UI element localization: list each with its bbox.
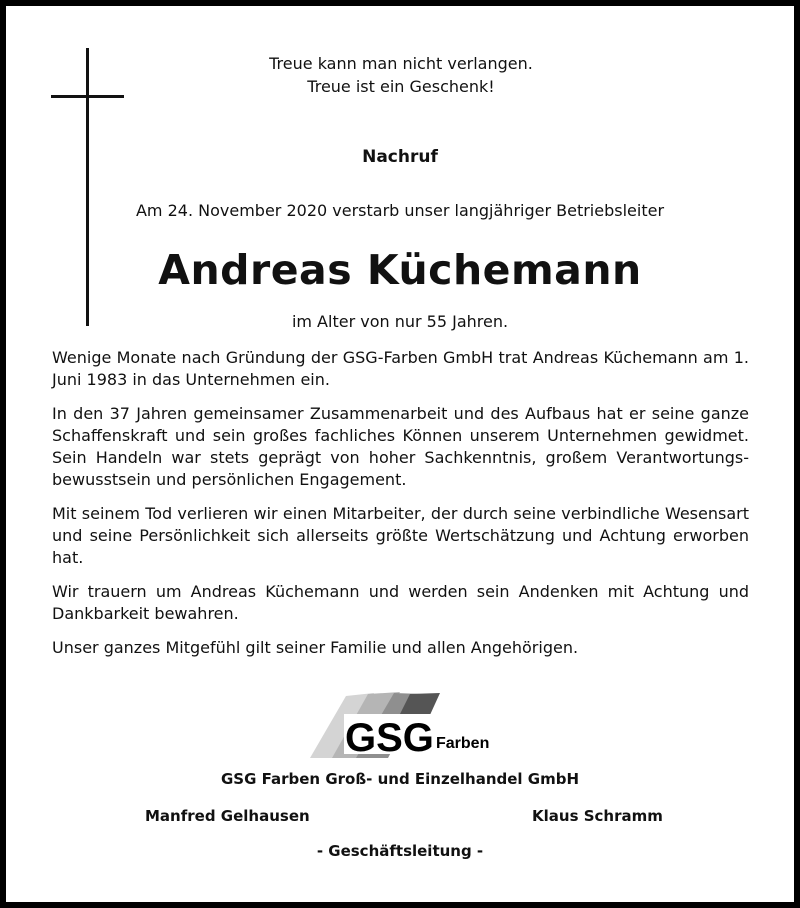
intro-line: Am 24. November 2020 verstarb unser langjähriger Betriebsleiter [135, 201, 665, 220]
company-name: GSG Farben Groß- und Einzelhandel GmbH [220, 770, 579, 788]
logo-brand: GSG [345, 716, 434, 760]
motto-line-1: Treue kann man nicht verlangen. [269, 54, 533, 73]
deceased-name: Andreas Küchemann [158, 246, 642, 294]
paragraph-5: Unser ganzes Mitgefühl gilt seiner Familie und allen Angehörigen. [52, 638, 579, 657]
motto-line-2: Treue ist ein Geschenk! [307, 77, 495, 96]
paragraph-2: In den 37 Jahren gemeinsamer Zusammenarbeit und des Aufbaus hat er seine ganze Schaffenskraft und sein großes fachliches Können unserem Unternehmen gewidmet. Sein Handeln war stets geprägt von hoher Sachkenntnis, großem Verantwortungsbewusstsein und persönlichen Engagement. [52, 404, 749, 489]
heading: Nachruf [362, 147, 438, 167]
logo-suffix: Farben [436, 735, 490, 752]
gsg-logo [310, 690, 495, 760]
paragraph-3: Mit seinem Tod verlieren wir einen Mitarbeiter, der durch seine verbindliche Wesensart und seine Persönlichkeit sich allerseits größte Wertschätzung und Achtung erworben hat. [52, 504, 749, 567]
age-line: im Alter von nur 55 Jahren. [291, 312, 509, 331]
signatory-left: Manfred Gelhausen [145, 807, 310, 825]
paragraph-4: Wir trauern um Andreas Küchemann und werden sein Andenken mit Achtung und Dankbarkeit bewahren. [52, 582, 749, 623]
obituary-body [52, 347, 749, 671]
paragraph-1: Wenige Monate nach Gründung der GSG-Farben GmbH trat Andreas Küchemann am 1. Juni 1983 in das Unternehmen ein. [52, 348, 749, 389]
signatory-right: Klaus Schramm [532, 807, 663, 825]
motto [0, 52, 800, 98]
management-label: - Geschäftsleitung - [316, 842, 484, 860]
